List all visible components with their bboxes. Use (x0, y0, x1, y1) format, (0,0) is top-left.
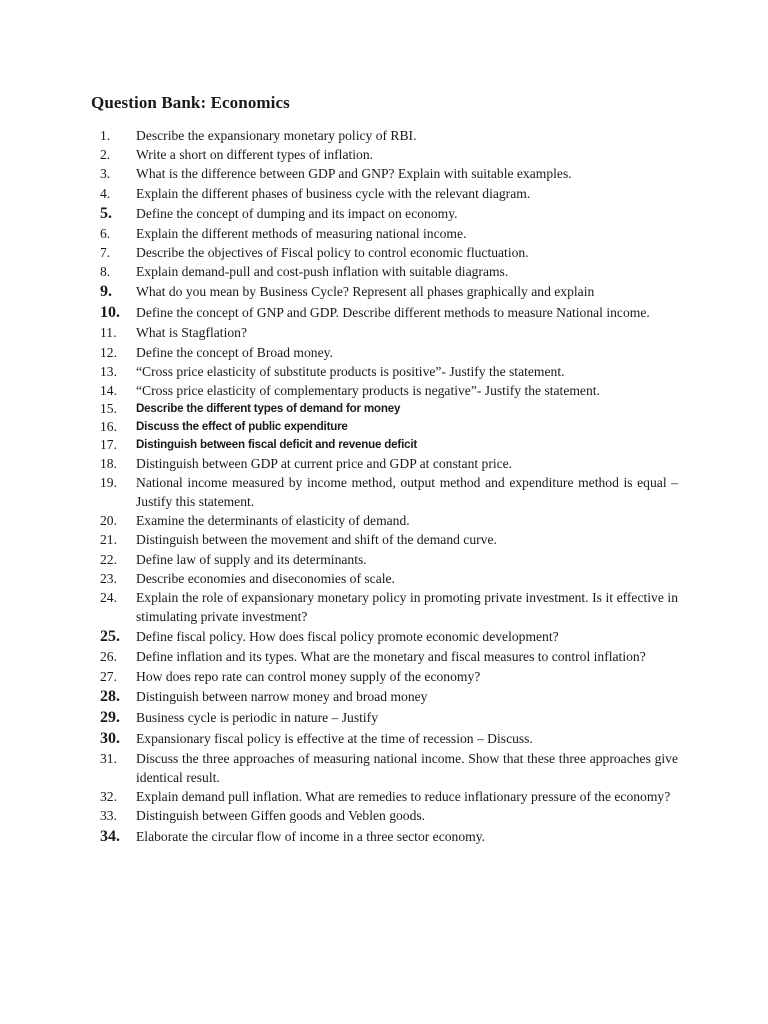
question-text: Describe the different types of demand for money (136, 402, 401, 416)
question-text: Describe the objectives of Fiscal policy to control economic fluctuation. (136, 245, 529, 261)
question-text: Distinguish between narrow money and broad money (136, 688, 428, 704)
question-item (100, 418, 678, 436)
question-text: Explain the role of expansionary monetary policy in promoting private investment. Is it effective in stimulating private investment? (136, 590, 678, 625)
question-item (100, 164, 678, 183)
question-number: 12. (100, 344, 117, 360)
question-number: 6. (100, 225, 111, 241)
question-number: 23. (100, 570, 117, 586)
question-item (100, 511, 678, 530)
question-number: 27. (100, 668, 117, 684)
question-text: Describe the expansionary monetary policy of RBI. (136, 128, 417, 143)
question-item (100, 729, 678, 749)
question-item (100, 647, 678, 666)
question-item (100, 569, 678, 588)
question-item (100, 588, 678, 626)
question-item (100, 687, 678, 707)
question-text: What is the difference between GDP and GNP? Explain with suitable examples. (136, 166, 572, 182)
question-list (100, 126, 678, 847)
question-number: 7. (100, 245, 111, 261)
question-text: Describe economies and diseconomies of scale. (136, 570, 395, 586)
question-number: 25. (100, 628, 120, 646)
question-number: 34. (100, 827, 120, 845)
question-item (100, 550, 678, 569)
page-title: Question Bank: Economics (91, 93, 290, 112)
question-number: 33. (100, 808, 117, 824)
question-item (100, 343, 678, 362)
question-item (100, 827, 678, 847)
question-number: 22. (100, 551, 117, 567)
question-item (100, 454, 678, 473)
question-text: Elaborate the circular flow of income in a three sector economy. (136, 828, 486, 844)
question-item (100, 282, 678, 302)
question-number: 16. (100, 419, 117, 435)
question-number: 26. (100, 649, 117, 665)
question-text: Discuss the three approaches of measuring national income. Show that these three approaches give identical result. (136, 750, 678, 786)
question-item (100, 362, 678, 381)
question-number: 10. (100, 304, 120, 322)
question-number: 4. (100, 185, 111, 201)
question-number: 13. (100, 363, 117, 379)
question-item (100, 667, 678, 686)
question-item (100, 787, 678, 806)
question-number: 24. (100, 590, 117, 606)
question-text: Discuss the effect of public expenditure (136, 420, 348, 434)
question-item (100, 184, 678, 203)
question-text: Expansionary fiscal policy is effective at the time of recession – Discuss. (136, 730, 533, 746)
question-item (100, 749, 678, 787)
question-number: 11. (100, 325, 117, 341)
question-number: 18. (100, 455, 117, 471)
question-text: Distinguish between Giffen goods and Veblen goods. (136, 808, 426, 824)
question-item (100, 530, 678, 549)
question-number: 1. (100, 128, 111, 143)
question-item (100, 323, 678, 342)
question-text: Define the concept of dumping and its impact on economy. (136, 205, 458, 221)
question-item (100, 303, 678, 323)
question-number: 19. (100, 474, 117, 490)
question-text: Examine the determinants of elasticity of demand. (136, 513, 410, 529)
question-text: National income measured by income method, output method and expenditure method is equal – Justify this statement. (136, 474, 678, 510)
question-text: Business cycle is periodic in nature – Justify (136, 709, 378, 725)
question-text: Distinguish between GDP at current price and GDP at constant price. (136, 455, 513, 471)
question-item (100, 627, 678, 647)
question-number: 3. (100, 166, 111, 182)
question-item (100, 381, 678, 400)
question-text: “Cross price elasticity of complementary products is negative”- Justify the statement. (136, 383, 600, 399)
question-item (100, 224, 678, 243)
question-item (100, 436, 678, 454)
question-text: Explain the different phases of business cycle with the relevant diagram. (136, 185, 531, 201)
question-item (100, 243, 678, 262)
question-number: 15. (100, 401, 117, 417)
question-text: Distinguish between fiscal deficit and revenue deficit (136, 437, 418, 451)
question-item (100, 126, 678, 145)
question-text: Write a short on different types of inflation. (136, 147, 374, 163)
question-text: Define the concept of Broad money. (136, 344, 333, 360)
question-text: Distinguish between the movement and shift of the demand curve. (136, 532, 497, 548)
question-number: 31. (100, 750, 117, 766)
question-item (100, 262, 678, 281)
question-item (100, 400, 678, 418)
question-item (100, 145, 678, 164)
question-item (100, 473, 678, 511)
question-text: What is Stagflation? (136, 325, 247, 341)
question-number: 8. (100, 264, 111, 280)
question-text: Explain the different methods of measuring national income. (136, 225, 467, 241)
question-number: 29. (100, 708, 120, 726)
question-number: 30. (100, 729, 120, 747)
question-item (100, 204, 678, 224)
question-text: Explain demand pull inflation. What are remedies to reduce inflationary pressure of the economy? (136, 789, 671, 805)
question-text: What do you mean by Business Cycle? Represent all phases graphically and explain (136, 284, 595, 300)
question-number: 2. (100, 147, 111, 163)
question-text: “Cross price elasticity of substitute products is positive”- Justify the statement. (136, 363, 565, 379)
question-text: Define the concept of GNP and GDP. Describe different methods to measure National income. (136, 305, 650, 321)
question-number: 5. (100, 204, 112, 222)
question-text: Define inflation and its types. What are the monetary and fiscal measures to control inflation? (136, 649, 646, 665)
question-item (100, 806, 678, 825)
question-text: Explain demand-pull and cost-push inflation with suitable diagrams. (136, 264, 509, 280)
question-number: 32. (100, 789, 117, 805)
question-number: 20. (100, 513, 117, 529)
question-number: 9. (100, 283, 112, 301)
question-number: 17. (100, 436, 117, 452)
question-text: Define law of supply and its determinants. (136, 551, 367, 567)
question-number: 21. (100, 532, 117, 548)
question-number: 28. (100, 687, 120, 705)
question-text: How does repo rate can control money supply of the economy? (136, 668, 481, 684)
question-item (100, 708, 678, 728)
question-text: Define fiscal policy. How does fiscal policy promote economic development? (136, 629, 559, 645)
question-number: 14. (100, 383, 117, 399)
